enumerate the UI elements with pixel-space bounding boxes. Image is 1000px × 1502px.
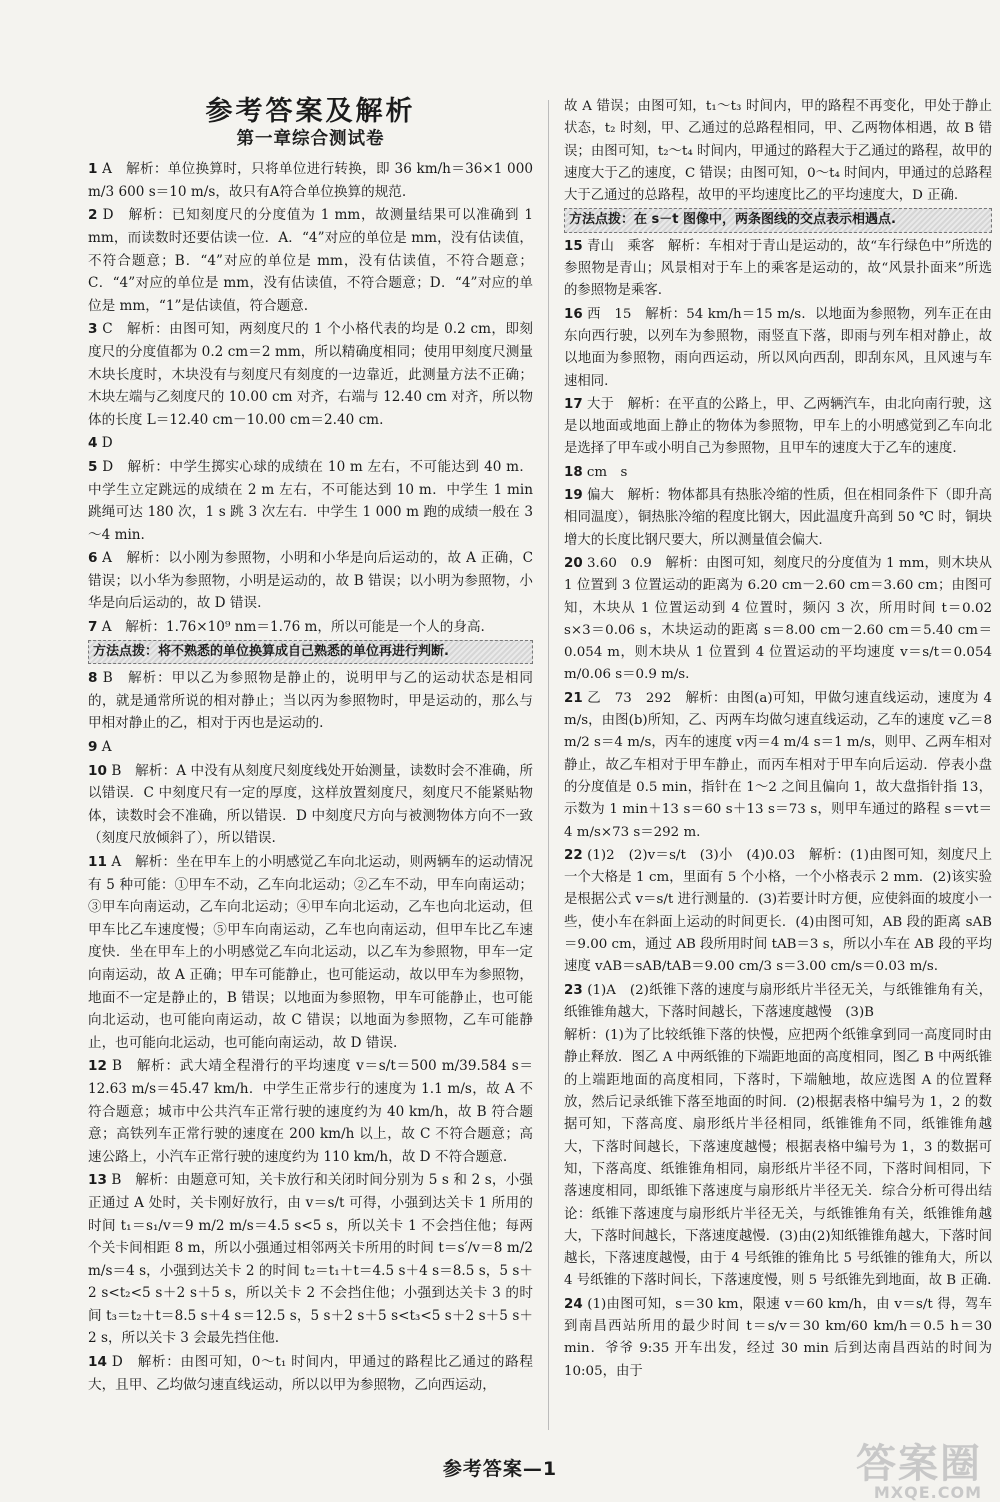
question-number: 16 <box>564 306 583 322</box>
question-number: 6 <box>88 550 98 567</box>
answer-text: A 解析：单位换算时，只将单位进行转换，即 36 km/h＝36×1 000 m/3 600 s＝10 m/s，故只有A符合单位换算的规范. <box>88 161 533 200</box>
answer-item <box>88 547 533 615</box>
answer-item <box>88 432 533 455</box>
watermark-url: MXQE.COM <box>873 1483 982 1502</box>
question-number: 24 <box>564 1296 583 1312</box>
answer-text: (1)A (2)纸锥下落的速度与扇形纸片半径无关，与纸锥锥角有关，纸锥锥角越大，下落时间越长，下落速度越慢 (3)B <box>564 982 992 1020</box>
answer-item <box>88 158 533 203</box>
question-number: 13 <box>88 1172 107 1189</box>
answer-text: 大于 解析：在平直的公路上，甲、乙两辆汽车，由北向南行驶，这是以地面或地面上静止的物体为参照物，甲车上的小明感觉到乙车向北是选择了甲车或小明自己为参照物，且甲车的速度大于乙车的速度. <box>564 396 992 457</box>
question-number: 2 <box>88 207 98 224</box>
answer-text: A 解析：以小刚为参照物，小明和小华是向后运动的，故 A 正确，C 错误；以小华为参照物，小明是运动的，故 B 错误；以小明为参照物，小华是向后运动的，故 D 错误. <box>88 550 533 612</box>
answer-text: B 解析：武大靖全程滑行的平均速度 v＝s/t＝500 m/39.584 s＝12.63 m/s＝45.47 km/h．中学生正常步行的速度为 1.1 m/s，故 A 不符合题意；城市中公共汽车正常行驶的速度约为 40 km/h，故 B 符合题意；高铁列车正常行驶的速度在 200 km/h 以上，故 C 不符合题意；高速公路上，小汽车正常行驶的速度约为 110 km/h，故 D 不符合题意. <box>88 1058 533 1165</box>
answer-item <box>564 845 992 979</box>
answer-text: cm s <box>586 464 628 480</box>
left-answer-list <box>88 158 533 1396</box>
answer-item <box>564 553 992 687</box>
answer-item <box>564 394 992 461</box>
answer-item <box>88 204 533 317</box>
answer-text: D 解析：由图可知，0～t₁ 时间内，甲通过的路程比乙通过的路程大，且甲、乙均做匀速直线运动，所以以甲为参照物，乙向西运动， <box>88 1354 534 1393</box>
answer-item <box>564 688 992 844</box>
answer-text: A 解析：1.76×10⁹ nm＝1.76 m，所以可能是一个人的身高. <box>101 619 485 636</box>
question-number: 8 <box>88 670 98 687</box>
answer-item <box>88 1055 533 1168</box>
question-number: 21 <box>564 690 583 706</box>
question-number: 5 <box>88 458 98 475</box>
question-number: 3 <box>88 321 98 338</box>
answer-text: B 解析：由题意可知，关卡放行和关闭时间分别为 5 s 和 2 s，小强正通过 A 处时，关卡刚好放行，由 v＝s/t 可得，小强到达关卡 1 所用的时间 t₁＝s₁/v＝9 m/2 m/s＝4.5 s<5 s，所以关卡 1 不会挡住他；每两个关卡间相距 8 m，所以小强通过相邻两关卡所用的时间 t＝s′/v＝8 m/2 m/s＝4 s，小强到达关卡 2 的时间 t₂＝t₁＋t＝4.5 s＋4 s＝8.5 s，5 s＋2 s<t₂<5 s＋2 s＋5 s，所以关卡 2 不会挡住他；小强到达关卡 3 的时间 t₃＝t₂＋t＝8.5 s＋4 s＝12.5 s，5 s＋2 s＋5 s<t₃<5 s＋2 s＋5 s＋2 s，所以关卡 3 会最先挡住他. <box>88 1172 534 1347</box>
answer-item <box>88 760 533 850</box>
question-number: 4 <box>88 435 98 452</box>
answer-text: (1)2 (2)v＝s/t (3)小 (4)0.03 解析：(1)由图可知，刻度尺上一个大格是 1 cm，里面有 5 个小格，一个小格表示 2 mm．(2)该实验是根据公式 v＝s/t 进行测量的．(3)若要计时方便，应使斜面的坡度小一些，使小车在斜面上运动的时间更长．(4)由图可知，AB 段的距离 sAB＝9.00 cm，通过 AB 段所用时间 tAB＝3 s，所以小车在 AB 段的平均速度 vAB＝sAB/tAB＝9.00 cm/3 s＝3.00 cm/s＝0.03 m/s. <box>564 847 992 975</box>
question-number: 10 <box>88 762 107 779</box>
question-number: 11 <box>88 854 107 870</box>
right-answer-list <box>564 96 992 1383</box>
question-number: 19 <box>564 488 583 504</box>
answer-text: 青山 乘客 解析：车相对于青山是运动的，故“车行绿色中”所选的参照物是青山；风景相对于车上的乘客是运动的，故“风景扑面来”所选的参照物是乘客. <box>564 238 992 299</box>
answer-text: 解析：(1)为了比较纸锥下落的快慢，应把两个纸锥拿到同一高度同时由静止释放．图乙 A 中两纸锥的下端距地面的高度相同，图乙 B 中两纸锥的上端距地面的高度相同，下落时，下端触地，故应选图 A 的位置释放，然后记录纸锥下落至地面的时间．(2)根据表格中编号为 1，2 的数据可知，下落高度、扇形纸片半径相同，纸锥锥角不同，纸锥锥角越大，下落时间越长，下落速度越慢；根据表格中编号为 1，3 的数据可知，下落高度、纸锥锥角相同，扇形纸片半径不同，下落时间相同，下落速度相同，即纸锥下落速度与扇形纸片半径无关．综合分析可得出结论：纸锥下落速度与扇形纸片半径无关，与纸锥锥角有关，纸锥锥角越大，下落时间越长，下落速度越慢．(3)由(2)知纸锥锥角越大，下落时间越长，下落速度越慢，由于 4 号纸锥的锥角比 5 号纸锥的锥角大，所以 4 号纸锥的下落时间长，下落速度慢，则 5 号纸锥先到地面，故 B 正确. <box>564 1028 992 1289</box>
section-title: 第一章综合测试卷 <box>236 128 385 149</box>
page-title: 参考答案及解析 <box>205 96 416 127</box>
answer-item <box>564 236 992 303</box>
answer-text: 乙 73 292 解析：由图(a)可知，甲做匀速直线运动，速度为 4 m/s，由图(b)所知，乙、丙两车均做匀速直线运动，乙车的速度 v乙＝8 m/2 s＝4 m/s，丙车的速度 v丙＝4 m/4 s＝1 m/s，则甲、乙两车相对静止，故乙车相对于甲车静止，而丙车相对于甲车向后运动．停表小盘的分度值是 0.5 min，指针在 1～2 之间且偏向 1，故大盘指针指 13，示数为 1 min＋13 s＝60 s＋13 s＝73 s，则甲车通过的路程 s＝vt＝4 m/s×73 s＝292 m. <box>564 690 992 840</box>
question-number: 1 <box>88 161 98 178</box>
question-number: 12 <box>88 1058 107 1075</box>
question-number: 17 <box>564 396 583 412</box>
method-tip: 方法点拨：将不熟悉的单位换算成自己熟悉的单位再进行判断. <box>88 640 533 665</box>
answer-item <box>564 304 992 393</box>
answer-text: A <box>101 739 112 756</box>
question-number: 22 <box>564 847 583 863</box>
right-column <box>564 96 992 1384</box>
page-footer: 参考答案—1 <box>442 1458 558 1480</box>
question-number: 18 <box>564 464 583 480</box>
answer-text: (1)由图可知，s＝30 km，限速 v＝60 km/h，由 v＝s/t 得，驾车到南昌西站所用的最少时间 t＝s/v＝30 km/60 km/h＝0.5 h＝30 min．爷爷 9:35 开车出发，经过 30 min 后到达南昌西站的时间为 10:05，由于 <box>564 1296 992 1379</box>
watermark-logo <box>856 1432 982 1502</box>
left-column <box>88 95 533 1397</box>
answer-item <box>88 616 533 639</box>
answer-text: D 解析：已知刻度尺的分度值为 1 mm，故测量结果可以准确到 1 mm，而读数时还要估读一位．A．“4”对应的单位是 mm，没有估读值，不符合题意；B．“4”对应的单位是 mm，没有估读值，不符合题意；C．“4”对应的单位是 mm，没有估读值，不符合题意；D．“4”对应的单位是 mm，“1”是估读值，符合题意. <box>88 207 533 314</box>
answer-text: A 解析：坐在甲车上的小明感觉乙车向北运动，则两辆车的运动情况有 5 种可能：①甲车不动，乙车向北运动；②乙车不动，甲车向南运动；③甲车向南运动，乙车向北运动；④甲车向北运动，乙车也向北运动，但甲车比乙车速度慢；⑤甲车向南运动，乙车也向南运动，但甲车比乙车速度快．坐在甲车上的小明感觉乙车向北运动，以乙车为参照物，甲车一定向南运动，故 A 正确；甲车可能静止，也可能运动，故以甲车为参照物，地面不一定是静止的，B 错误；以地面为参照物，甲车可能静止，也可能向北运动，也可能向南运动，故 C 错误；以地面为参照物，乙车可能静止，也可能向北运动，也可能向南运动，故 D 错误. <box>88 854 533 1051</box>
answer-text: C 解析：由图可知，两刻度尺的 1 个小格代表的均是 0.2 cm，即刻度尺的分度值都为 0.2 cm＝2 mm，所以精确度相同；使用甲刻度尺测量木块长度时，木块没有与刻度尺有刻度的一边靠近，此测量方法不正确；木块左端与乙刻度尺的 10.00 cm 对齐，右端与 12.40 cm 对齐，所以物体的长度 L＝12.40 cm－10.00 cm＝2.40 cm. <box>88 321 533 428</box>
answer-item <box>88 736 533 759</box>
answer-item <box>564 1294 992 1383</box>
answer-item <box>564 462 992 484</box>
answer-item <box>88 667 533 735</box>
answer-item <box>88 456 533 546</box>
answer-text: B 解析：甲以乙为参照物是静止的，说明甲与乙的运动状态是相同的，就是通常所说的相对静止；当以丙为参照物时，甲是运动的，那么与甲相对静止的乙，相对于丙也是运动的. <box>88 670 533 732</box>
answer-item <box>564 1025 992 1293</box>
answer-text: D <box>101 435 113 452</box>
answer-item <box>88 851 533 1054</box>
answer-item <box>564 980 992 1025</box>
answer-text: 偏大 解析：物体都具有热胀冷缩的性质，但在相同条件下（即升高相同温度），铜热胀冷缩的程度比钢大，因此温度升高到 50 ℃ 时，铜块增大的长度比钢尺要大，所以测量值会偏大. <box>564 488 992 548</box>
question-number: 20 <box>564 555 583 571</box>
answer-item <box>88 1351 533 1396</box>
answer-item <box>88 1169 533 1350</box>
answer-text: 西 15 解析：54 km/h＝15 m/s．以地面为参照物，列车正在由东向西行驶，以列车为参照物，雨竖直下落，即雨与列车相对静止，故以地面为参照物，雨向西运动，所以风向西刮，即刮东风，且风速与车速相同. <box>564 306 992 389</box>
answer-item <box>564 485 992 552</box>
answer-item <box>88 318 533 431</box>
answer-text: D 解析：中学生掷实心球的成绩在 10 m 左右，不可能达到 40 m．中学生立定跳远的成绩在 2 m 左右，不可能达到 10 m．中学生 1 min 跳绳可达 180 次，1 s 跳 3 次左右．中学生 1 000 m 跑的成绩一般在 3～4 min. <box>88 458 533 543</box>
question-number: 9 <box>88 739 98 756</box>
answer-text: 3.60 0.9 解析：由图可知，刻度尺的分度值为 1 mm，则木块从 1 位置到 3 位置运动的距离为 6.20 cm－2.60 cm＝3.60 cm；由图可知，木块从 1 位置运动到 4 位置时，频闪 3 次，所用时间 t＝0.02 s×3＝0.06 s，木块运动的距离 s＝8.00 cm－2.60 cm＝5.40 cm＝0.054 m，则木块从 1 位置到 4 位置运动的平均速度 v＝s/t＝0.054 m/0.06 s＝0.9 m/s. <box>564 555 992 683</box>
answer-text: B 解析：A 中没有从刻度尺刻度线处开始测量，读数时会不准确，所以错误．C 中刻度尺有一定的厚度，这样放置刻度尺，刻度尺不能紧贴物体，读数时会不准确，所以错误．D 中刻度尺方向与被测物体方向不一致（刻度尺放倾斜了），所以错误. <box>88 762 533 847</box>
watermark-text: 答案圈 <box>856 1441 982 1487</box>
question-number: 15 <box>564 238 583 254</box>
answer-text: 故 A 错误；由图可知，t₁～t₃ 时间内，甲的路程不再变化，甲处于静止状态，t₂ 时刻，甲、乙通过的总路程相同，甲、乙两物体相遇，故 B 错误；由图可知，t₂～t₄ 时间内，甲通过的路程大于乙通过的路程，故甲的速度大于乙的速度，C 错误；由图可知，0～t₄ 时间内，甲通过的总路程大于乙通过的总路程，故甲的平均速度比乙的平均速度大，D 正确. <box>564 99 992 204</box>
answer-item <box>564 96 992 207</box>
question-number: 7 <box>88 619 98 636</box>
method-tip: 方法点拨：在 s－t 图像中，两条图线的交点表示相遇点. <box>564 208 992 232</box>
question-number: 14 <box>88 1354 107 1371</box>
question-number: 23 <box>564 982 583 998</box>
column-divider <box>548 100 549 1430</box>
